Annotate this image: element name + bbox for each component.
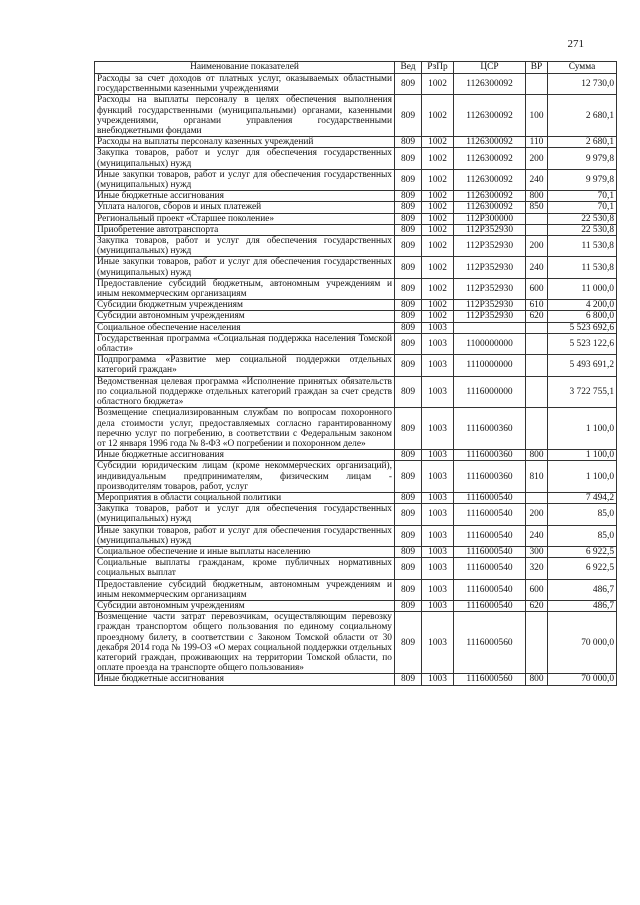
cell-sum: 22 530,8 xyxy=(548,224,617,235)
cell-vr: 240 xyxy=(526,257,548,278)
cell-vr: 610 xyxy=(526,300,548,311)
cell-csr: 1126300092 xyxy=(454,74,526,95)
table-row xyxy=(95,408,617,450)
cell-sum: 11 000,0 xyxy=(548,278,617,299)
cell-name: Иные закупки товаров, работ и услуг для обеспечения государственных (муниципальных) нужд xyxy=(95,169,395,190)
budget-table xyxy=(94,61,617,686)
cell-sum: 7 494,2 xyxy=(548,492,617,503)
cell-name: Расходы за счет доходов от платных услуг, оказываемых областными государственными казенными учреждениями xyxy=(95,74,395,95)
cell-vr: 800 xyxy=(526,674,548,685)
table-row xyxy=(95,191,617,202)
cell-vr: 240 xyxy=(526,169,548,190)
cell-ved: 809 xyxy=(395,202,422,213)
cell-ved: 809 xyxy=(395,600,422,611)
cell-name: Предоставление субсидий бюджетным, автономным учреждениям и иным некоммерческим организациям xyxy=(95,579,395,600)
cell-rzpr: 1002 xyxy=(422,213,454,224)
table-header-row xyxy=(95,62,617,74)
cell-sum: 2 680,1 xyxy=(548,95,617,137)
cell-vr xyxy=(526,492,548,503)
cell-csr: 112P300000 xyxy=(454,213,526,224)
cell-name: Субсидии бюджетным учреждениям xyxy=(95,300,395,311)
cell-sum: 6 922,5 xyxy=(548,558,617,579)
table-row xyxy=(95,137,617,148)
cell-csr: 1116000360 xyxy=(454,450,526,461)
table-row xyxy=(95,504,617,525)
cell-rzpr: 1002 xyxy=(422,224,454,235)
cell-csr: 1126300092 xyxy=(454,169,526,190)
cell-csr: 1126300092 xyxy=(454,202,526,213)
page-number: 271 xyxy=(567,38,584,50)
cell-sum: 9 979,8 xyxy=(548,169,617,190)
cell-csr: 1116000540 xyxy=(454,525,526,546)
cell-ved: 809 xyxy=(395,579,422,600)
cell-ved: 809 xyxy=(395,322,422,333)
cell-csr: 112P352930 xyxy=(454,278,526,299)
cell-csr: 1126300092 xyxy=(454,137,526,148)
cell-rzpr: 1002 xyxy=(422,169,454,190)
cell-name: Закупка товаров, работ и услуг для обеспечения государственных (муниципальных) нужд xyxy=(95,236,395,257)
cell-sum: 12 730,0 xyxy=(548,74,617,95)
cell-vr: 600 xyxy=(526,579,548,600)
cell-csr: 112P352930 xyxy=(454,236,526,257)
cell-rzpr: 1003 xyxy=(422,492,454,503)
cell-name: Расходы на выплаты персоналу казенных учреждений xyxy=(95,137,395,148)
cell-vr: 240 xyxy=(526,525,548,546)
cell-name: Субсидии автономным учреждениям xyxy=(95,600,395,611)
cell-sum: 11 530,8 xyxy=(548,236,617,257)
cell-vr: 320 xyxy=(526,558,548,579)
cell-name: Социальное обеспечение населения xyxy=(95,322,395,333)
cell-sum: 70,1 xyxy=(548,191,617,202)
cell-ved: 809 xyxy=(395,300,422,311)
cell-sum: 70,1 xyxy=(548,202,617,213)
cell-vr xyxy=(526,74,548,95)
cell-ved: 809 xyxy=(395,148,422,169)
cell-rzpr: 1002 xyxy=(422,257,454,278)
header-vr: ВР xyxy=(526,62,548,74)
cell-vr: 200 xyxy=(526,504,548,525)
cell-ved: 809 xyxy=(395,236,422,257)
cell-name: Социальные выплаты гражданам, кроме публичных нормативных социальных выплат xyxy=(95,558,395,579)
cell-vr: 620 xyxy=(526,600,548,611)
cell-ved: 809 xyxy=(395,546,422,557)
cell-vr: 620 xyxy=(526,311,548,322)
cell-rzpr: 1003 xyxy=(422,504,454,525)
table-row xyxy=(95,148,617,169)
cell-name: Закупка товаров, работ и услуг для обеспечения государственных (муниципальных) нужд xyxy=(95,148,395,169)
cell-name: Приобретение автотранспорта xyxy=(95,224,395,235)
cell-rzpr: 1002 xyxy=(422,74,454,95)
cell-sum: 486,7 xyxy=(548,579,617,600)
cell-csr: 112P352930 xyxy=(454,311,526,322)
cell-name: Иные бюджетные ассигнования xyxy=(95,450,395,461)
cell-ved: 809 xyxy=(395,95,422,137)
cell-vr xyxy=(526,322,548,333)
cell-csr: 1116000540 xyxy=(454,504,526,525)
table-row xyxy=(95,461,617,493)
cell-ved: 809 xyxy=(395,558,422,579)
cell-ved: 809 xyxy=(395,612,422,674)
cell-ved: 809 xyxy=(395,461,422,493)
cell-rzpr: 1002 xyxy=(422,202,454,213)
cell-rzpr: 1003 xyxy=(422,579,454,600)
cell-rzpr: 1003 xyxy=(422,546,454,557)
cell-ved: 809 xyxy=(395,333,422,354)
cell-rzpr: 1003 xyxy=(422,322,454,333)
cell-name: Иные закупки товаров, работ и услуг для обеспечения государственных (муниципальных) нужд xyxy=(95,525,395,546)
cell-sum: 11 530,8 xyxy=(548,257,617,278)
cell-name: Предоставление субсидий бюджетным, автономным учреждениям и иным некоммерческим организациям xyxy=(95,278,395,299)
table-row xyxy=(95,674,617,685)
cell-vr: 600 xyxy=(526,278,548,299)
cell-csr: 112P352930 xyxy=(454,224,526,235)
cell-csr: 1116000540 xyxy=(454,546,526,557)
cell-rzpr: 1002 xyxy=(422,137,454,148)
table-row xyxy=(95,169,617,190)
cell-sum: 70 000,0 xyxy=(548,612,617,674)
header-rzpr: РзПр xyxy=(422,62,454,74)
cell-sum: 5 523 692,6 xyxy=(548,322,617,333)
table-row xyxy=(95,236,617,257)
cell-rzpr: 1003 xyxy=(422,355,454,376)
cell-ved: 809 xyxy=(395,525,422,546)
cell-rzpr: 1003 xyxy=(422,525,454,546)
cell-ved: 809 xyxy=(395,504,422,525)
cell-name: Ведомственная целевая программа «Исполнение принятых обязательств по социальной поддержке отдельных категорий граждан за счет средств областного бюджета» xyxy=(95,376,395,408)
cell-rzpr: 1003 xyxy=(422,450,454,461)
cell-sum: 85,0 xyxy=(548,504,617,525)
cell-sum: 1 100,0 xyxy=(548,450,617,461)
cell-name: Расходы на выплаты персоналу в целях обеспечения выполнения функций государственными (муниципальными) органами, казенными учреждениями, органами управления государственными внебюджетными фондами xyxy=(95,95,395,137)
cell-rzpr: 1003 xyxy=(422,461,454,493)
cell-ved: 809 xyxy=(395,137,422,148)
cell-ved: 809 xyxy=(395,355,422,376)
cell-name: Возмещение части затрат перевозчикам, осуществляющим перевозку граждан транспортом общего пользования по единому социальному проездному билету, в соответствии с Законом Томской области от 30 декабря 2014 года № 199-ОЗ «О мерах социальной поддержки отдельных категорий граждан, проживающих на территории Томской области, по оплате проезда на транспорте общего пользования» xyxy=(95,612,395,674)
cell-name: Уплата налогов, сборов и иных платежей xyxy=(95,202,395,213)
cell-rzpr: 1002 xyxy=(422,300,454,311)
cell-name: Социальное обеспечение и иные выплаты населению xyxy=(95,546,395,557)
table-row xyxy=(95,525,617,546)
table-row xyxy=(95,579,617,600)
cell-ved: 809 xyxy=(395,224,422,235)
table-row xyxy=(95,492,617,503)
cell-ved: 809 xyxy=(395,674,422,685)
cell-csr xyxy=(454,322,526,333)
cell-ved: 809 xyxy=(395,191,422,202)
cell-rzpr: 1003 xyxy=(422,376,454,408)
table-row xyxy=(95,257,617,278)
cell-sum: 2 680,1 xyxy=(548,137,617,148)
header-ved: Вед xyxy=(395,62,422,74)
cell-vr: 810 xyxy=(526,461,548,493)
cell-name: Государственная программа «Социальная поддержка населения Томской области» xyxy=(95,333,395,354)
cell-vr xyxy=(526,355,548,376)
cell-csr: 1116000540 xyxy=(454,579,526,600)
table-row xyxy=(95,278,617,299)
cell-sum: 6 800,0 xyxy=(548,311,617,322)
cell-ved: 809 xyxy=(395,257,422,278)
cell-csr: 112P352930 xyxy=(454,257,526,278)
cell-sum: 9 979,8 xyxy=(548,148,617,169)
table-row xyxy=(95,600,617,611)
table-row xyxy=(95,311,617,322)
cell-ved: 809 xyxy=(395,278,422,299)
cell-rzpr: 1003 xyxy=(422,674,454,685)
table-row xyxy=(95,322,617,333)
cell-sum: 85,0 xyxy=(548,525,617,546)
cell-ved: 809 xyxy=(395,408,422,450)
cell-sum: 486,7 xyxy=(548,600,617,611)
header-csr: ЦСР xyxy=(454,62,526,74)
cell-name: Иные бюджетные ассигнования xyxy=(95,674,395,685)
table-row xyxy=(95,300,617,311)
cell-ved: 809 xyxy=(395,492,422,503)
table-row xyxy=(95,355,617,376)
cell-rzpr: 1003 xyxy=(422,600,454,611)
cell-vr: 110 xyxy=(526,137,548,148)
table-row xyxy=(95,546,617,557)
cell-csr: 1116000000 xyxy=(454,376,526,408)
table-row xyxy=(95,450,617,461)
cell-rzpr: 1002 xyxy=(422,236,454,257)
cell-sum: 4 200,0 xyxy=(548,300,617,311)
cell-csr: 1126300092 xyxy=(454,95,526,137)
cell-vr xyxy=(526,612,548,674)
cell-sum: 5 523 122,6 xyxy=(548,333,617,354)
cell-rzpr: 1002 xyxy=(422,148,454,169)
table-row xyxy=(95,213,617,224)
cell-csr: 1126300092 xyxy=(454,148,526,169)
cell-name: Субсидии юридическим лицам (кроме некоммерческих организаций), индивидуальным предпринимателям, физическим лицам - производителям товаров, работ, услуг xyxy=(95,461,395,493)
header-name: Наименование показателей xyxy=(95,62,395,74)
cell-ved: 809 xyxy=(395,74,422,95)
cell-name: Подпрограмма «Развитие мер социальной поддержки отдельных категорий граждан» xyxy=(95,355,395,376)
cell-csr: 1110000000 xyxy=(454,355,526,376)
cell-sum: 3 722 755,1 xyxy=(548,376,617,408)
table-row xyxy=(95,333,617,354)
cell-csr: 1116000540 xyxy=(454,600,526,611)
cell-rzpr: 1003 xyxy=(422,333,454,354)
cell-rzpr: 1002 xyxy=(422,191,454,202)
cell-rzpr: 1002 xyxy=(422,278,454,299)
cell-sum: 1 100,0 xyxy=(548,408,617,450)
cell-csr: 112P352930 xyxy=(454,300,526,311)
cell-vr xyxy=(526,213,548,224)
cell-sum: 70 000,0 xyxy=(548,674,617,685)
cell-rzpr: 1003 xyxy=(422,558,454,579)
table-row xyxy=(95,224,617,235)
table-row xyxy=(95,612,617,674)
table-row xyxy=(95,95,617,137)
cell-vr: 300 xyxy=(526,546,548,557)
cell-rzpr: 1003 xyxy=(422,408,454,450)
cell-ved: 809 xyxy=(395,450,422,461)
cell-sum: 22 530,8 xyxy=(548,213,617,224)
cell-vr: 800 xyxy=(526,191,548,202)
cell-name: Субсидии автономным учреждениям xyxy=(95,311,395,322)
cell-csr: 1100000000 xyxy=(454,333,526,354)
cell-csr: 1116000360 xyxy=(454,461,526,493)
cell-vr xyxy=(526,408,548,450)
cell-csr: 1116000360 xyxy=(454,408,526,450)
cell-name: Закупка товаров, работ и услуг для обеспечения государственных (муниципальных) нужд xyxy=(95,504,395,525)
cell-vr: 100 xyxy=(526,95,548,137)
cell-name: Региональный проект «Старшее поколение» xyxy=(95,213,395,224)
cell-ved: 809 xyxy=(395,169,422,190)
cell-vr xyxy=(526,376,548,408)
cell-name: Иные закупки товаров, работ и услуг для обеспечения государственных (муниципальных) нужд xyxy=(95,257,395,278)
cell-sum: 1 100,0 xyxy=(548,461,617,493)
cell-ved: 809 xyxy=(395,376,422,408)
cell-rzpr: 1003 xyxy=(422,612,454,674)
cell-csr: 1116000540 xyxy=(454,558,526,579)
table-row xyxy=(95,74,617,95)
cell-name: Возмещение специализированным службам по вопросам похоронного дела стоимости услуг, предоставляемых согласно гарантированному перечню услуг по погребению, в соответствии с Федеральным законом от 12 января 1996 года № 8-ФЗ «О погребении и похоронном деле» xyxy=(95,408,395,450)
cell-vr: 200 xyxy=(526,148,548,169)
cell-vr: 200 xyxy=(526,236,548,257)
cell-ved: 809 xyxy=(395,311,422,322)
header-sum: Сумма xyxy=(548,62,617,74)
table-row xyxy=(95,558,617,579)
cell-sum: 5 493 691,2 xyxy=(548,355,617,376)
cell-vr: 850 xyxy=(526,202,548,213)
cell-name: Мероприятия в области социальной политики xyxy=(95,492,395,503)
cell-vr xyxy=(526,333,548,354)
cell-csr: 1116000540 xyxy=(454,492,526,503)
cell-vr: 800 xyxy=(526,450,548,461)
table-row xyxy=(95,202,617,213)
cell-csr: 1116000560 xyxy=(454,674,526,685)
cell-rzpr: 1002 xyxy=(422,311,454,322)
cell-sum: 6 922,5 xyxy=(548,546,617,557)
cell-csr: 1126300092 xyxy=(454,191,526,202)
cell-ved: 809 xyxy=(395,213,422,224)
cell-name: Иные бюджетные ассигнования xyxy=(95,191,395,202)
cell-vr xyxy=(526,224,548,235)
cell-rzpr: 1002 xyxy=(422,95,454,137)
cell-csr: 1116000560 xyxy=(454,612,526,674)
table-row xyxy=(95,376,617,408)
